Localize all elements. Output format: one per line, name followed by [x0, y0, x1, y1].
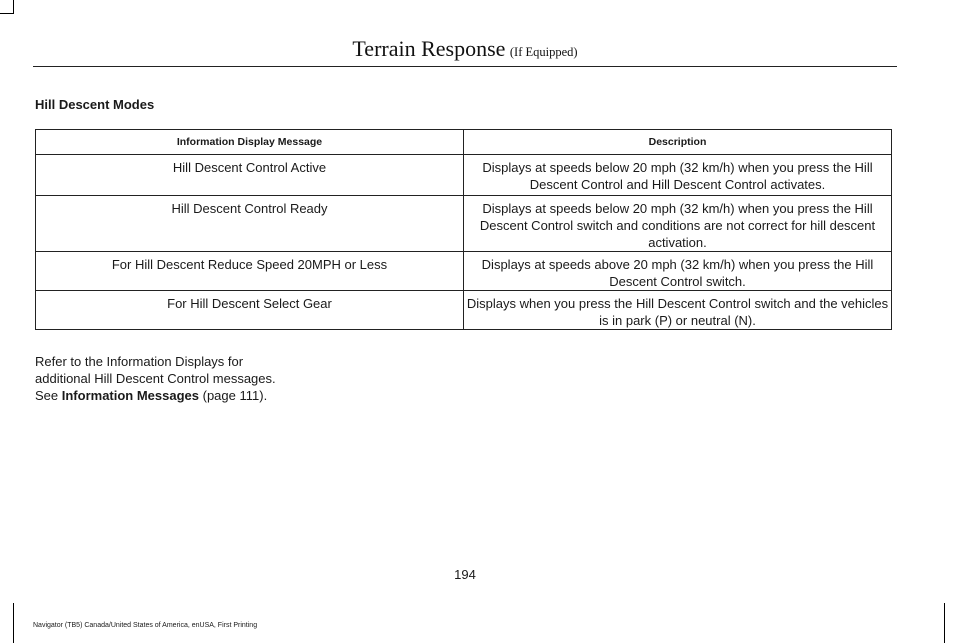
- see-reference: [35, 387, 355, 404]
- crop-mark-top-left-horizontal: [0, 13, 14, 14]
- information-messages-link[interactable]: Information Messages: [61, 388, 200, 403]
- crop-mark-bottom-left: [13, 603, 14, 643]
- table-header-row: [36, 130, 892, 155]
- description-cell: Displays at speeds below 20 mph (32 km/h) when you press the Hill Descent Control switch and conditions are not correct for hill descent activation.: [464, 196, 892, 252]
- header-divider: [33, 66, 897, 67]
- page-number: 194: [454, 567, 476, 582]
- note-line: additional Hill Descent Control messages.: [35, 371, 276, 386]
- table-row: [36, 155, 892, 196]
- column-header-message: Information Display Message: [36, 130, 464, 155]
- page-title: Terrain Response: [352, 36, 506, 61]
- reference-note: [35, 353, 355, 404]
- message-cell: Hill Descent Control Ready: [36, 196, 464, 252]
- description-cell: Displays when you press the Hill Descent Control switch and the vehicles is in park (P) or neutral (N).: [464, 291, 892, 330]
- edition-footer: Navigator (TB5) Canada/United States of America, enUSA, First Printing: [33, 622, 258, 629]
- page-reference: (page 111).: [199, 388, 268, 403]
- description-cell: Displays at speeds above 20 mph (32 km/h) when you press the Hill Descent Control switch.: [464, 252, 892, 291]
- column-header-description: Description: [464, 130, 892, 155]
- page-header: [0, 36, 930, 62]
- description-cell: Displays at speeds below 20 mph (32 km/h) when you press the Hill Descent Control and Hill Descent Control activates.: [464, 155, 892, 196]
- message-cell: For Hill Descent Select Gear: [36, 291, 464, 330]
- see-prefix: See: [35, 388, 62, 403]
- note-line: Refer to the Information Displays for: [35, 354, 244, 369]
- table-row: [36, 252, 892, 291]
- crop-mark-top-left-vertical: [13, 0, 14, 14]
- hill-descent-modes-table: [35, 129, 892, 330]
- table-row: [36, 291, 892, 330]
- table-row: [36, 196, 892, 252]
- crop-mark-bottom-right: [944, 603, 945, 643]
- message-cell: Hill Descent Control Active: [36, 155, 464, 196]
- message-cell: For Hill Descent Reduce Speed 20MPH or Less: [36, 252, 464, 291]
- page-subtitle: (If Equipped): [509, 45, 578, 59]
- section-heading: Hill Descent Modes: [35, 97, 155, 112]
